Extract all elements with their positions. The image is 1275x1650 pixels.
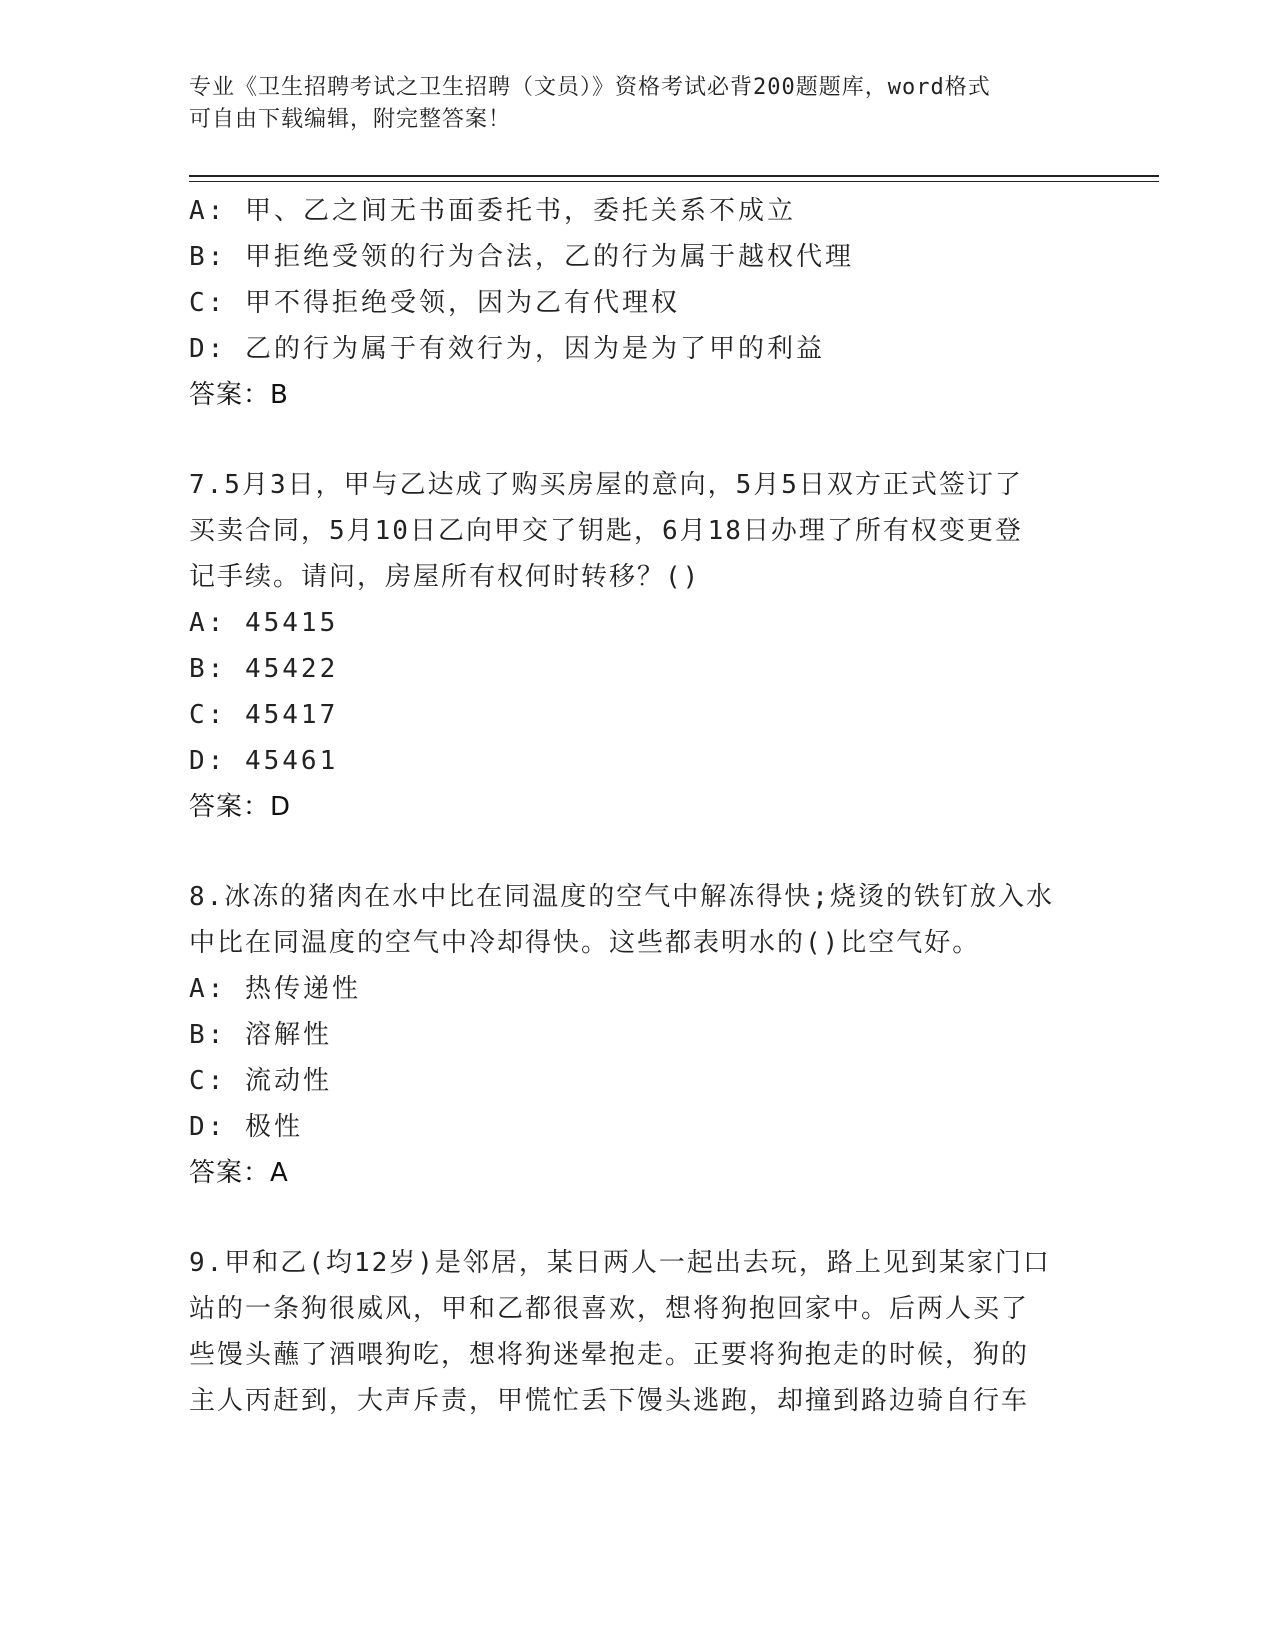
question-text-line: 8.冰冻的猪肉在水中比在同温度的空气中解冻得快;烧烫的铁钉放入水 — [189, 882, 1054, 912]
question-6-block — [189, 188, 1089, 418]
option-b: B: 溶解性 — [189, 1020, 332, 1050]
question-7-block — [189, 462, 1089, 830]
option-a: A: 甲、乙之间无书面委托书，委托关系不成立 — [189, 196, 796, 226]
question-text-line: 中比在同温度的空气中冷却得快。这些都表明水的()比空气好。 — [189, 928, 981, 958]
answer-line: 答案：B — [189, 380, 289, 410]
answer-line: 答案：D — [189, 792, 292, 822]
question-text-line: 些馒头蘸了酒喂狗吃，想将狗迷晕抱走。正要将狗抱走的时候，狗的 — [189, 1340, 1030, 1370]
header-line-1: 专业《卫生招聘考试之卫生招聘（文员）》资格考试必背200题题库，word格式 — [189, 75, 991, 100]
option-d: D: 极性 — [189, 1112, 303, 1142]
header-divider-thick — [189, 175, 1159, 177]
question-text-line: 记手续。请问，房屋所有权何时转移？() — [189, 562, 701, 592]
question-text-line: 站的一条狗很威风，甲和乙都很喜欢，想将狗抱回家中。后两人买了 — [189, 1294, 1030, 1324]
question-8-block — [189, 874, 1089, 1196]
option-a: A: 热传递性 — [189, 974, 361, 1004]
option-a: A: 45415 — [189, 608, 339, 638]
option-b: B: 甲拒绝受领的行为合法，乙的行为属于越权代理 — [189, 242, 854, 272]
document-body — [189, 188, 1089, 1424]
option-c: C: 45417 — [189, 700, 339, 730]
header-divider-thin — [189, 181, 1159, 182]
question-text-line: 9.甲和乙(均12岁)是邻居，某日两人一起出去玩，路上见到某家门口 — [189, 1248, 1051, 1278]
question-text-line: 买卖合同，5月10日乙向甲交了钥匙，6月18日办理了所有权变更登 — [189, 516, 1023, 546]
spacer — [189, 830, 1089, 874]
question-text-line: 7.5月3日，甲与乙达成了购买房屋的意向，5月5日双方正式签订了 — [189, 470, 1023, 500]
header-line-2: 可自由下载编辑，附完整答案！ — [189, 107, 512, 132]
document-header — [189, 72, 1069, 136]
answer-line: 答案：A — [189, 1158, 289, 1188]
spacer — [189, 1196, 1089, 1240]
option-c: C: 甲不得拒绝受领，因为乙有代理权 — [189, 288, 680, 318]
option-d: D: 乙的行为属于有效行为，因为是为了甲的利益 — [189, 334, 825, 364]
option-b: B: 45422 — [189, 654, 339, 684]
option-c: C: 流动性 — [189, 1066, 332, 1096]
question-text-line: 主人丙赶到，大声斥责，甲慌忙丢下馒头逃跑，却撞到路边骑自行车 — [189, 1386, 1030, 1416]
spacer — [189, 418, 1089, 462]
option-d: D: 45461 — [189, 746, 339, 776]
question-9-block — [189, 1240, 1089, 1424]
